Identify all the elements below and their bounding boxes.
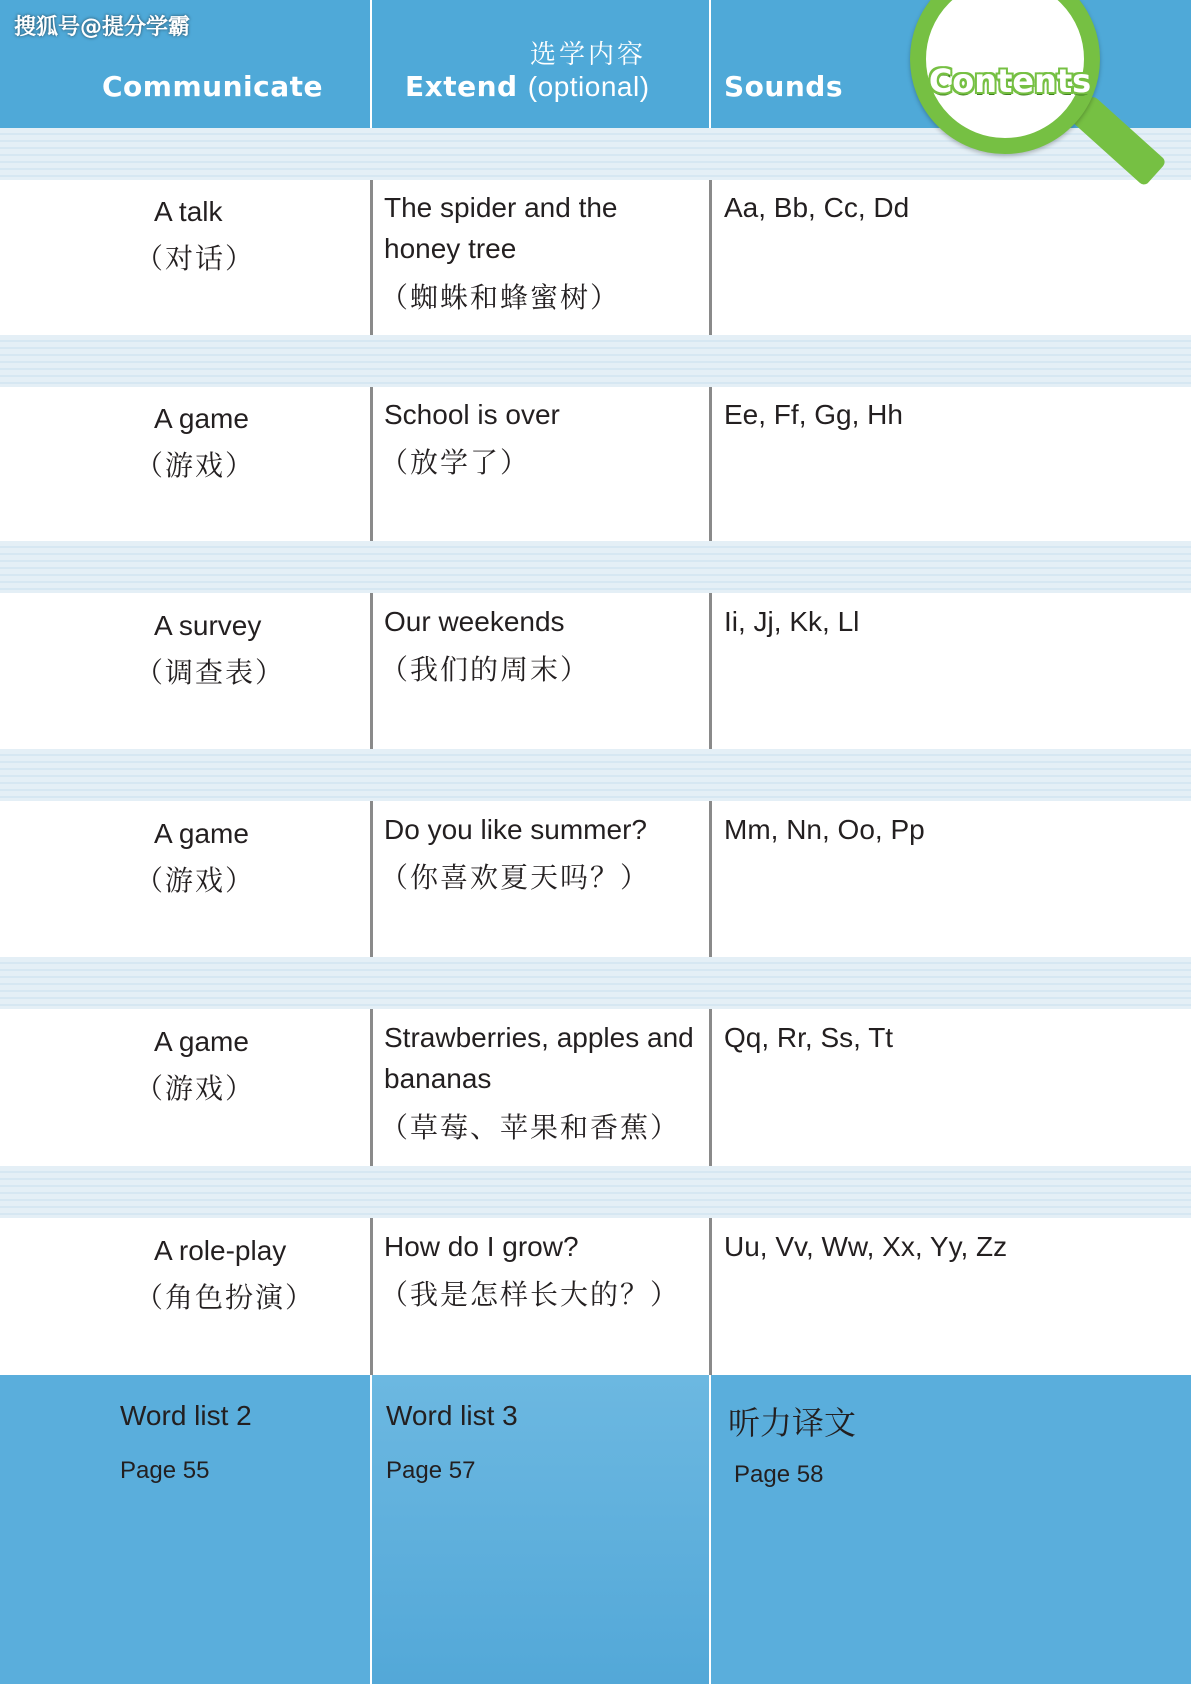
footer-divider-2 [709, 1375, 711, 1684]
footer-listening-translation: 听力译文 [728, 1404, 857, 1442]
footer-word-list-3: Word list 3 [386, 1400, 518, 1431]
footer-page-57: Page 57 [386, 1457, 476, 1484]
extend-cn-text: （你喜欢夏天吗？） [380, 861, 651, 894]
communicate-text: A talk [154, 196, 223, 227]
column-divider [370, 1009, 373, 1166]
communicate-text: A game [154, 403, 249, 434]
communicate-cn-text: （游戏） [135, 864, 256, 897]
communicate-text: A game [154, 818, 249, 849]
extend-cn-text: （我是怎样长大的？） [380, 1278, 681, 1311]
row-separator [0, 541, 1191, 593]
sounds-text: Uu, Vv, Ww, Xx, Yy, Zz [724, 1231, 1008, 1262]
communicate-cn-text: （调查表） [135, 656, 286, 689]
header-sounds: Sounds [724, 70, 843, 103]
extend-text-line-1: The spider and the [384, 192, 618, 223]
communicate-cn-text: （角色扮演） [135, 1281, 316, 1314]
column-divider [370, 180, 373, 335]
footer-word-list-2: Word list 2 [120, 1400, 252, 1431]
header-extend-label: Extend [405, 70, 518, 103]
header-communicate: Communicate [102, 70, 323, 103]
sounds-text: Qq, Rr, Ss, Tt [724, 1022, 894, 1053]
sounds-text: Mm, Nn, Oo, Pp [724, 814, 925, 845]
row-separator [0, 1166, 1191, 1218]
row-separator [0, 957, 1191, 1009]
row-separator [0, 335, 1191, 387]
column-divider [709, 180, 712, 335]
column-divider [370, 387, 373, 541]
row-separator [0, 749, 1191, 801]
footer-page-58: Page 58 [734, 1461, 824, 1488]
column-divider [709, 593, 712, 749]
watermark: 搜狐号@提分学霸 [14, 15, 191, 40]
header-divider-1 [370, 0, 372, 128]
extend-text-line-1: School is over [384, 399, 560, 430]
extend-text-line-1: Our weekends [384, 606, 565, 637]
extend-cn-text: （放学了） [380, 446, 531, 479]
column-divider [370, 801, 373, 957]
extend-text-line-1: Do you like summer? [384, 814, 647, 845]
header-divider-2 [709, 0, 711, 128]
communicate-cn-text: （对话） [135, 242, 256, 275]
communicate-text: A role-play [154, 1235, 287, 1266]
communicate-cn-text: （游戏） [135, 1072, 256, 1105]
footer-page-55: Page 55 [120, 1457, 210, 1484]
extend-text-line-2: bananas [384, 1063, 492, 1094]
extend-text-line-1: Strawberries, apples and [384, 1022, 694, 1053]
column-divider [370, 1218, 373, 1375]
column-divider [709, 1009, 712, 1166]
extend-cn-text: （蜘蛛和蜂蜜树） [380, 281, 621, 314]
column-divider [709, 801, 712, 957]
contents-badge: Contents [928, 62, 1092, 100]
header-optional-label: (optional) [527, 71, 650, 102]
extend-text-line-1: How do I grow? [384, 1231, 579, 1262]
sounds-text: Ii, Jj, Kk, Ll [724, 606, 860, 637]
column-divider [370, 593, 373, 749]
extend-cn-text: （草莓、苹果和香蕉） [380, 1111, 681, 1144]
column-divider [709, 1218, 712, 1375]
sounds-text: Aa, Bb, Cc, Dd [724, 192, 910, 223]
footer-divider-1 [370, 1375, 372, 1684]
column-divider [709, 387, 712, 541]
extend-text-line-2: honey tree [384, 233, 517, 264]
header-extend [405, 70, 650, 103]
sounds-text: Ee, Ff, Gg, Hh [724, 399, 903, 430]
communicate-text: A survey [154, 610, 262, 641]
extend-cn-text: （我们的周末） [380, 653, 591, 686]
communicate-cn-text: （游戏） [135, 449, 256, 482]
header-optional-note: 选学内容 [530, 40, 647, 70]
communicate-text: A game [154, 1026, 249, 1057]
